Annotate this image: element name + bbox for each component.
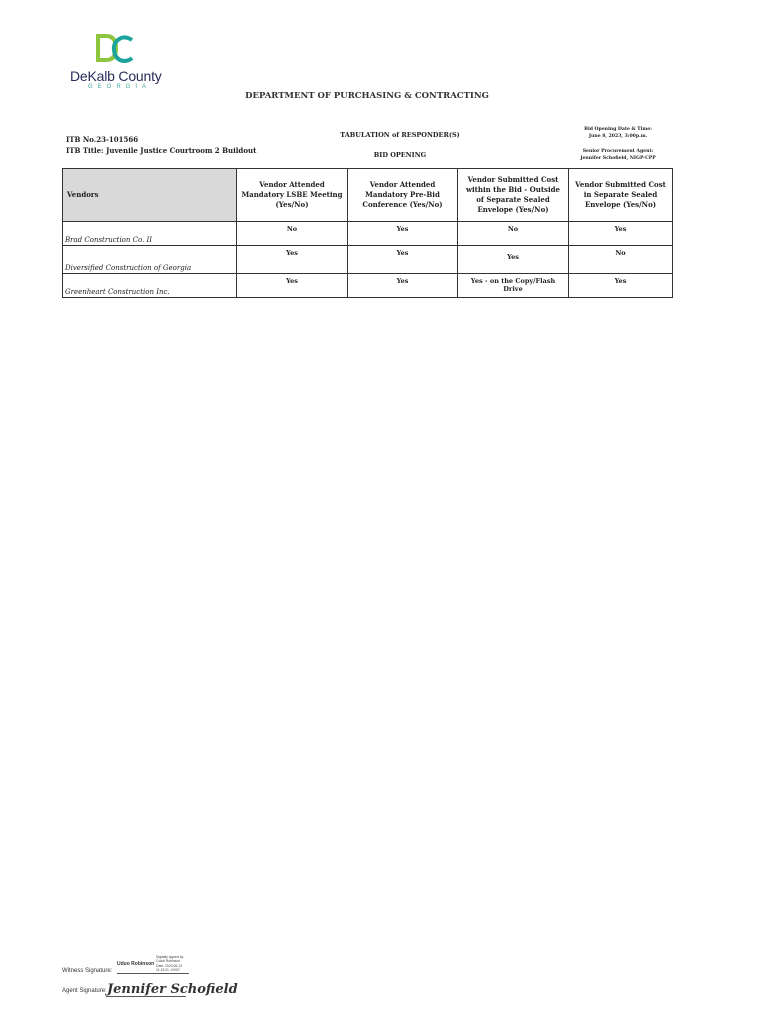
witness-name: Uduo Robinson xyxy=(117,961,155,967)
tabulation-title: TABULATION of RESPONDER(S) xyxy=(340,131,460,139)
lsbe-cell: Yes xyxy=(237,274,348,298)
cost-within-cell: No xyxy=(458,222,569,246)
table-header-row xyxy=(63,169,673,222)
cost-sealed-cell: No xyxy=(569,246,673,274)
dekalb-county-logo xyxy=(66,34,166,94)
agent-name: Jennifer Schofield, NIGP-CPP xyxy=(580,156,656,161)
lsbe-cell: No xyxy=(237,222,348,246)
vendor-name: Greenheart Construction Inc. xyxy=(63,274,237,298)
department-title: DEPARTMENT OF PURCHASING & CONTRACTING xyxy=(245,91,489,101)
agent-signature-label: Agent Signature: xyxy=(62,988,107,994)
itb-title: ITB Title: Juvenile Justice Courtroom 2 Buildout xyxy=(66,146,257,155)
column-header-prebid: Vendor Attended Mandatory Pre-Bid Conference (Yes/No) xyxy=(348,169,458,222)
prebid-cell: Yes xyxy=(348,222,458,246)
witness-signature-line xyxy=(117,973,189,974)
digital-line: Coddi Robinson xyxy=(156,959,181,964)
procurement-agent xyxy=(555,148,681,162)
cost-within-cell: Yes - on the Copy/Flash Drive xyxy=(458,274,569,298)
table-row xyxy=(63,274,673,298)
digital-line: Date: 2023.06.13 xyxy=(156,963,183,968)
witness-signature-label: Witness Signature: xyxy=(62,968,113,974)
cost-within-cell: Yes xyxy=(458,246,569,274)
column-header-cost-sealed: Vendor Submitted Cost in Separate Sealed Envelope (Yes/No) xyxy=(569,169,673,222)
digital-signature-stamp xyxy=(156,955,183,973)
digital-line: 11:13:21 -04'00' xyxy=(156,968,180,973)
column-header-vendors: Vendors xyxy=(63,169,237,222)
table-row xyxy=(63,246,673,274)
agent-label: Senior Procurement Agent: xyxy=(582,149,654,154)
agent-handwritten-signature: Jennifer Schofield xyxy=(107,982,238,997)
table-row xyxy=(63,222,673,246)
cost-sealed-cell: Yes xyxy=(569,222,673,246)
tabulation-table xyxy=(62,168,673,298)
dc-monogram-icon xyxy=(96,34,136,66)
vendor-name: Diversified Construction of Georgia xyxy=(63,246,237,274)
itb-number: ITB No.23-101566 xyxy=(66,135,139,144)
digital-line: Digitally signed by xyxy=(156,955,184,959)
lsbe-cell: Yes xyxy=(237,246,348,274)
bid-opening-title: BID OPENING xyxy=(373,151,427,159)
cost-sealed-cell: Yes xyxy=(569,274,673,298)
column-header-cost-within: Vendor Submitted Cost within the Bid - Outside of Separate Sealed Envelope (Yes/No) xyxy=(458,169,569,222)
prebid-cell: Yes xyxy=(348,246,458,274)
bid-date-label: Bid Opening Date & Time: xyxy=(584,127,652,132)
column-header-lsbe: Vendor Attended Mandatory LSBE Meeting (Yes/No) xyxy=(237,169,348,222)
bid-opening-date xyxy=(555,126,681,140)
logo-subtitle: GEORGIA xyxy=(88,84,152,90)
vendor-name: Brad Construction Co. II xyxy=(63,222,237,246)
prebid-cell: Yes xyxy=(348,274,458,298)
logo-name: DeKalb County xyxy=(70,68,162,84)
bid-date-value: June 8, 2023, 3:00p.m. xyxy=(588,134,648,139)
